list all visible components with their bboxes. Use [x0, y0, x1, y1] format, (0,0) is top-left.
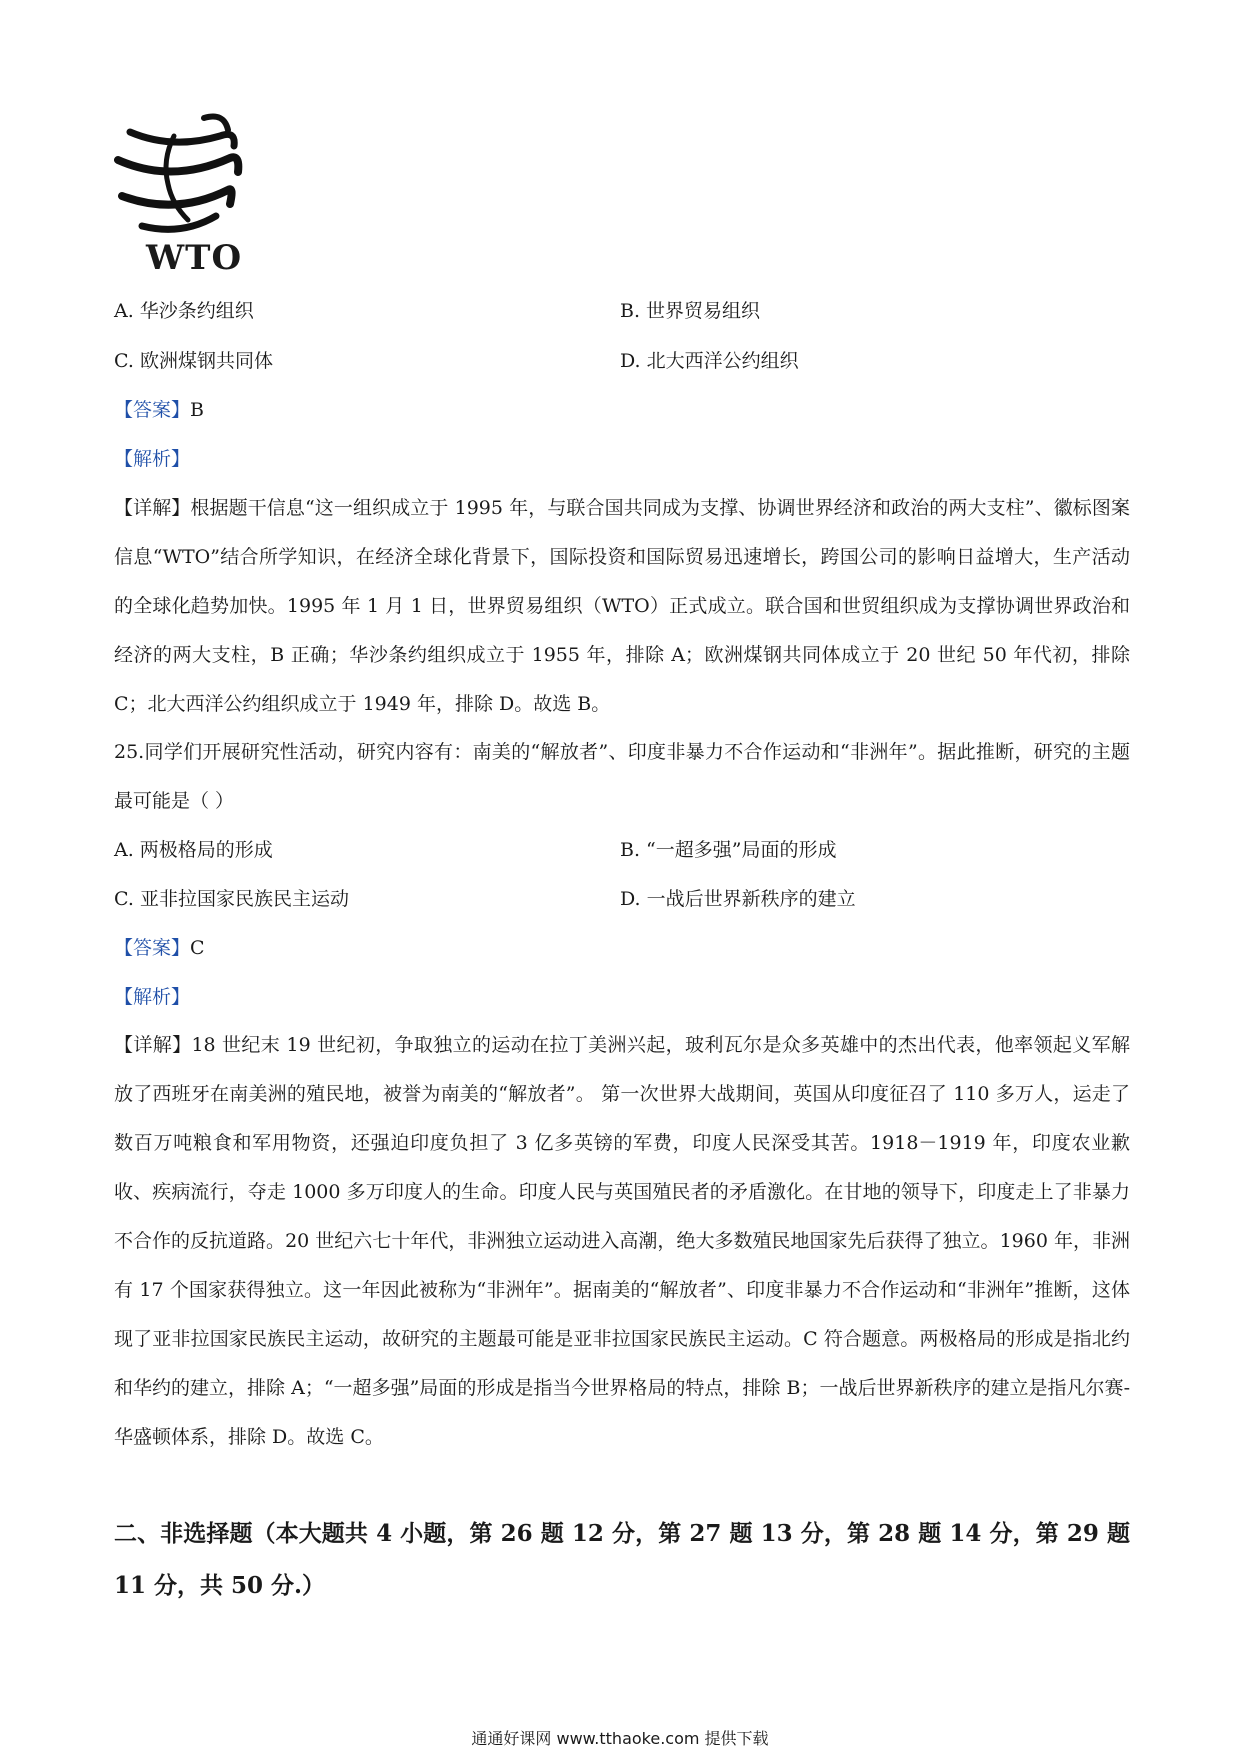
- page-footer: 通通好课网 www.tthaoke.com 提供下载: [471, 1729, 769, 1748]
- q24-analysis-line: [114, 446, 190, 472]
- analysis-tag: 【解析】: [114, 986, 191, 1008]
- answer-tag: 【答案】: [114, 399, 191, 421]
- q25-detail: [114, 1021, 1130, 1462]
- q25-option-d: D. 一战后世界新秩序的建立: [620, 888, 856, 910]
- q24-detail: [114, 484, 1130, 729]
- detail-text: 18 世纪末 19 世纪初，争取独立的运动在拉丁美洲兴起，玻利瓦尔是众多英雄中的杰出代表，他率领起义军解放了西班牙在南美洲的殖民地，被誉为南美的“解放者”。 第一次世界大战期间，英国从印度征召了 110 多万人，运走了数百万吨粮食和军用物资，还强迫印度负担了 3 亿多英镑的军费，印度人民深受其苦。1918－1919 年，印度农业歉收、疾病流行，夺走 1000 多万印度人的生命。印度人民与英国殖民者的矛盾激化。在甘地的领导下，印度走上了非暴力不合作的反抗道路。20 世纪六七十年代，非洲独立运动进入高潮，绝大多数殖民地国家先后获得了独立。1960 年，非洲有 17 个国家获得独立。这一年因此被称为“非洲年”。据南美的“解放者”、印度非暴力不合作运动和“非洲年”推断，这体现了亚非拉国家民族民主运动，故研究的主题最可能是亚非拉国家民族民主运动。C 符合题意。两极格局的形成是指北约和华约的建立，排除 A；“一超多强”局面的形成是指当今世界格局的特点，排除 B；一战后世界新秩序的建立是指凡尔赛-华盛顿体系，排除 D。故选 C。: [114, 1034, 1130, 1448]
- q25-option-a: A. 两极格局的形成: [114, 839, 273, 861]
- q25-answer-line: [114, 935, 205, 961]
- answer-value: B: [190, 399, 204, 421]
- q24-option-b: B. 世界贸易组织: [620, 300, 761, 322]
- q25-option-b: B. “一超多强”局面的形成: [620, 839, 837, 861]
- q24-option-d: D. 北大西洋公约组织: [620, 350, 799, 372]
- analysis-tag: 【解析】: [114, 448, 191, 470]
- q25-stem: [114, 728, 1130, 826]
- detail-tag: 【详解】: [114, 1034, 192, 1056]
- detail-tag: 【详解】: [114, 497, 191, 519]
- detail-text: 根据题干信息“这一组织成立于 1995 年，与联合国共同成为支撑、协调世界经济和政治的两大支柱”、徽标图案信息“WTO”结合所学知识，在经济全球化背景下，国际投资和国际贸易迅速增长，跨国公司的影响日益增大，生产活动的全球化趋势加快。1995 年 1 月 1 日，世界贸易组织（WTO）正式成立。联合国和世贸组织成为支撑协调世界政治和经济的两大支柱，B 正确；华沙条约组织成立于 1955 年，排除 A；欧洲煤钢共同体成立于 20 世纪 50 年代初，排除 C；北大西洋公约组织成立于 1949 年，排除 D。故选 B。: [114, 497, 1130, 715]
- section-heading: 二、非选择题（本大题共 4 小题，第 26 题 12 分，第 27 题 13 分，第 28 题 14 分，第 29 题 11 分，共 50 分.）: [114, 1520, 1130, 1599]
- q25-stem-text: 25.同学们开展研究性活动，研究内容有：南美的“解放者”、印度非暴力不合作运动和“非洲年”。据此推断，研究的主题最可能是（ ）: [114, 741, 1130, 812]
- answer-value: C: [190, 937, 205, 959]
- q24-answer-line: [114, 397, 204, 423]
- q24-option-a: A. 华沙条约组织: [114, 300, 254, 322]
- q25-analysis-line: [114, 984, 190, 1010]
- wto-logo-text: WTO: [146, 238, 243, 278]
- q25-option-c: C. 亚非拉国家民族民主运动: [114, 888, 349, 910]
- answer-tag: 【答案】: [114, 937, 191, 959]
- q24-option-c: C. 欧洲煤钢共同体: [114, 350, 273, 372]
- wto-logo: [112, 100, 272, 280]
